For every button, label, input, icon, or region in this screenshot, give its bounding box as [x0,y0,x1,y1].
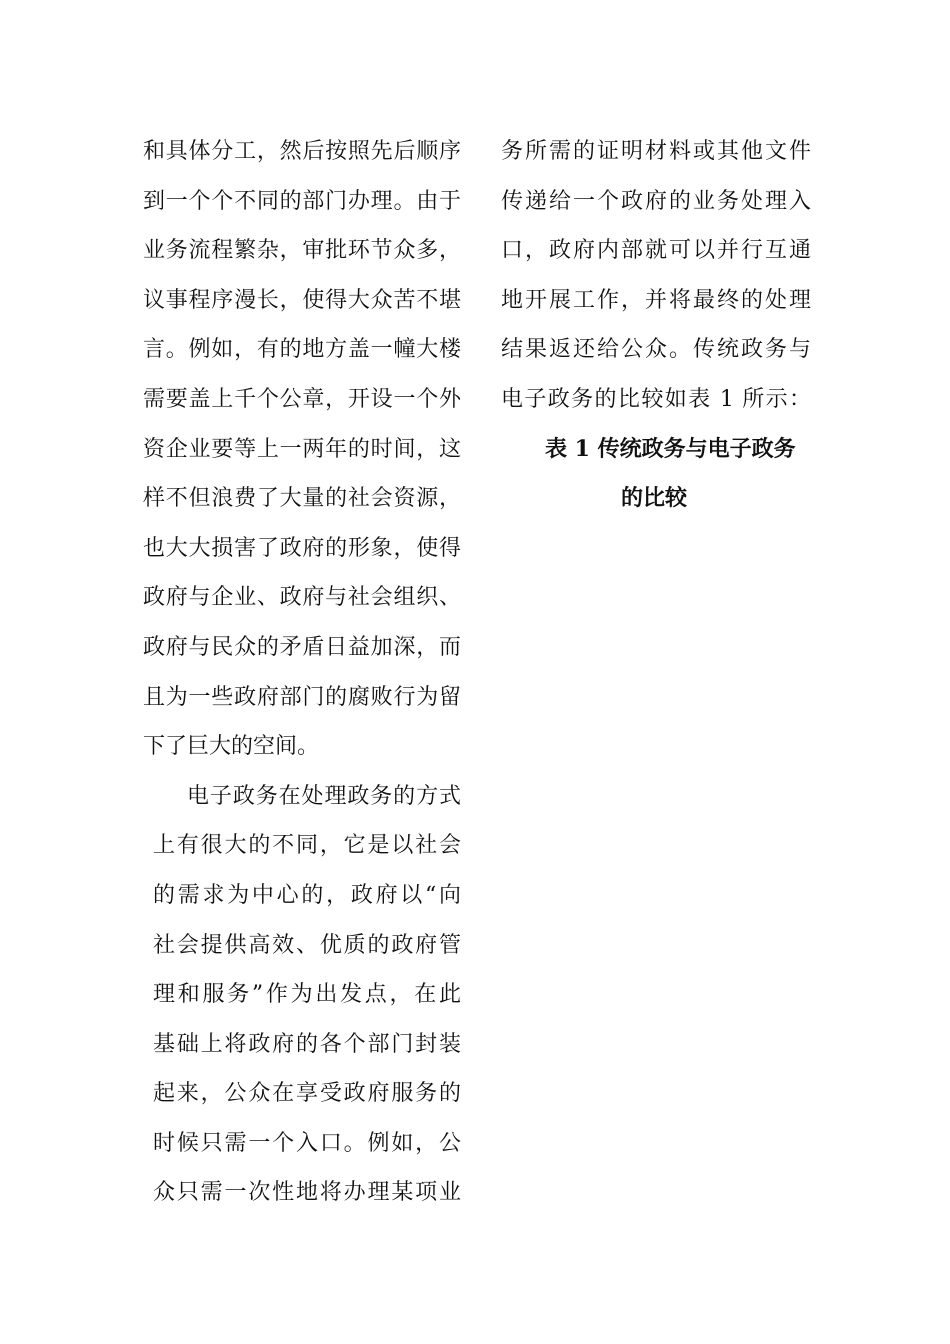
text-line: 样不但浪费了大量的社会资源， [143,486,461,512]
text-line: 传递给一个政府的业务处理入 [501,188,811,214]
text-line: 需要盖上千个公章，开设一个外 [143,386,461,412]
paragraph-first-line: 电子政务在处理政务的方式 [187,783,461,809]
text-line: 社会提供高效、优质的政府管 [153,932,461,958]
left-column [143,127,461,1218]
text-line: 电子政务的比较如表 1 所示： [501,386,811,412]
text-line: 务所需的证明材料或其他文件 [501,139,811,164]
table-caption: 表 1 传统政务与电子政务 [545,435,796,462]
right-column [501,127,811,524]
text-line: 地开展工作，并将最终的处理 [501,287,811,313]
text-line: 口，政府内部就可以并行互通 [501,238,811,264]
text-line: 政府与民众的矛盾日益加深，而 [143,634,461,660]
text-line: 资企业要等上一两年的时间，这 [143,436,461,462]
text-line: 理和服务”作为出发点，在此 [153,982,461,1008]
text-line: 的需求为中心的，政府以“向 [153,882,461,908]
text-line: 时候只需一个入口。例如，公 [153,1130,461,1156]
text-line: 议事程序漫长，使得大众苦不堪 [143,287,461,313]
text-line: 言。例如，有的地方盖一幢大楼 [143,337,461,363]
text-line: 上有很大的不同，它是以社会 [153,833,461,859]
text-line: 业务流程繁杂，审批环节众多， [143,238,461,264]
text-line: 下了巨大的空间。 [143,734,320,760]
text-line: 结果返还给公众。传统政务与 [501,337,811,363]
text-line: 到一个个不同的部门办理。由于 [143,188,461,214]
text-line: 和具体分工，然后按照先后顺序 [143,139,461,164]
text-line: 基础上将政府的各个部门封装 [153,1031,461,1057]
text-line: 众只需一次性地将办理某项业 [153,1180,461,1206]
table-caption-continued: 的比较 [621,485,688,512]
text-line: 也大大损害了政府的形象，使得 [143,535,461,561]
text-line: 起来，公众在享受政府服务的 [153,1081,461,1107]
text-line: 且为一些政府部门的腐败行为留 [143,684,461,710]
text-line: 政府与企业、政府与社会组织、 [143,585,461,611]
